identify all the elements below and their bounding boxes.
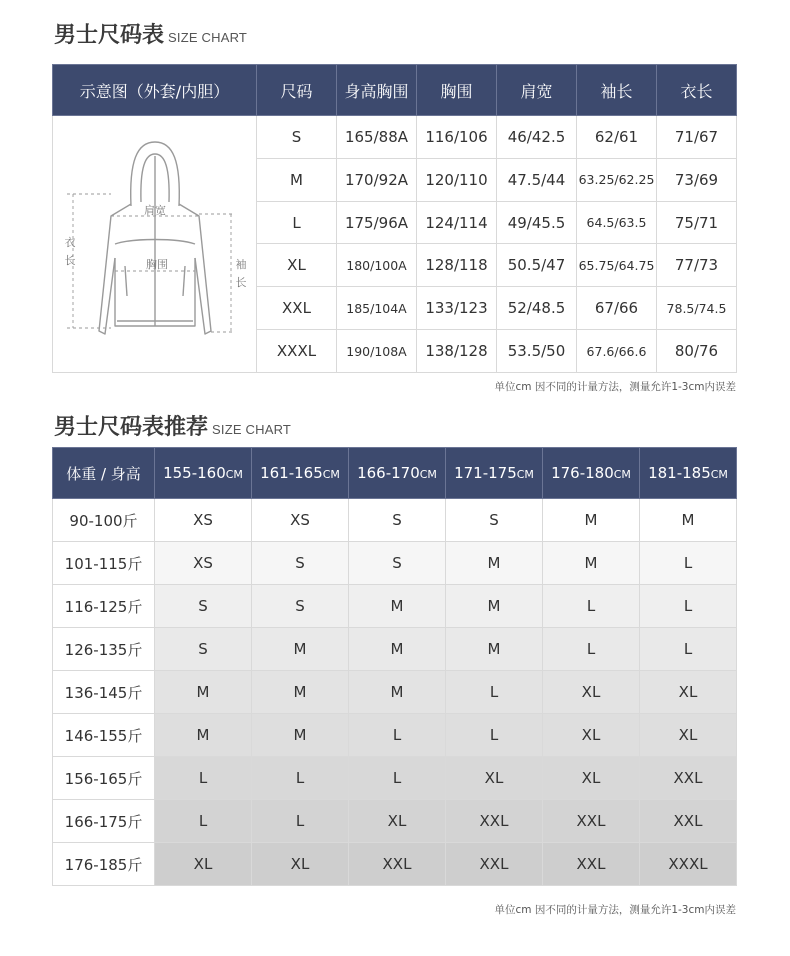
weight-range-label: 176-185斤 xyxy=(53,843,155,886)
cell-shoulder: 50.5/47 xyxy=(497,244,577,287)
recommended-size-cell: S xyxy=(446,499,543,542)
height-range-unit: CM xyxy=(613,468,631,481)
recommended-size-cell: XL xyxy=(640,671,737,714)
recommended-size-cell: XS xyxy=(252,499,349,542)
recommended-size-cell: XXL xyxy=(640,800,737,843)
recommended-size-cell: S xyxy=(349,499,446,542)
size-chart-title-en: SIZE CHART xyxy=(168,30,248,45)
size-chart-table xyxy=(52,64,737,373)
header-height-range xyxy=(446,448,543,499)
recommended-size-cell: S xyxy=(155,628,252,671)
table-row xyxy=(53,116,737,159)
recommend-chart-table xyxy=(52,447,737,886)
header-sleeve: 袖长 xyxy=(577,65,657,116)
size-chart-title xyxy=(54,18,247,49)
recommended-size-cell: L xyxy=(252,800,349,843)
recommended-size-cell: L xyxy=(155,757,252,800)
table-row xyxy=(53,628,737,671)
recommended-size-cell: M xyxy=(155,671,252,714)
recommended-size-cell: M xyxy=(543,542,640,585)
header-length: 衣长 xyxy=(657,65,737,116)
cell-length: 71/67 xyxy=(657,116,737,159)
cell-sleeve: 63.25/62.25 xyxy=(577,158,657,201)
recommended-size-cell: XL xyxy=(446,757,543,800)
recommended-size-cell: XL xyxy=(252,843,349,886)
weight-range-label: 156-165斤 xyxy=(53,757,155,800)
header-weight-height: 体重 / 身高 xyxy=(53,448,155,499)
height-range-unit: CM xyxy=(710,468,728,481)
cell-size: XXXL xyxy=(257,330,337,373)
cell-size: XL xyxy=(257,244,337,287)
cell-chest: 116/106 xyxy=(417,116,497,159)
recommended-size-cell: XXL xyxy=(349,843,446,886)
header-height-range xyxy=(543,448,640,499)
height-range-unit: CM xyxy=(322,468,340,481)
weight-range-label: 126-135斤 xyxy=(53,628,155,671)
height-range-value: 161-165 xyxy=(260,464,323,482)
size-chart-header-row xyxy=(53,65,737,116)
recommended-size-cell: M xyxy=(543,499,640,542)
cell-height-chest: 170/92A xyxy=(337,158,417,201)
recommended-size-cell: L xyxy=(446,671,543,714)
height-range-value: 181-185 xyxy=(648,464,711,482)
recommended-size-cell: L xyxy=(640,542,737,585)
cell-size: XXL xyxy=(257,287,337,330)
weight-range-label: 166-175斤 xyxy=(53,800,155,843)
cell-shoulder: 49/45.5 xyxy=(497,201,577,244)
recommended-size-cell: XS xyxy=(155,542,252,585)
recommended-size-cell: L xyxy=(543,585,640,628)
weight-range-label: 116-125斤 xyxy=(53,585,155,628)
weight-range-label: 146-155斤 xyxy=(53,714,155,757)
weight-range-label: 101-115斤 xyxy=(53,542,155,585)
recommended-size-cell: M xyxy=(446,628,543,671)
recommended-size-cell: M xyxy=(252,671,349,714)
diagram-label-chest: 胸围 xyxy=(146,258,168,271)
recommend-chart-title-en: SIZE CHART xyxy=(212,422,292,437)
recommend-chart-title-cn: 男士尺码表推荐 xyxy=(54,415,209,440)
height-range-value: 171-175 xyxy=(454,464,517,482)
header-diagram: 示意图（外套/内胆） xyxy=(53,65,257,116)
recommended-size-cell: M xyxy=(640,499,737,542)
cell-sleeve: 62/61 xyxy=(577,116,657,159)
weight-range-label: 136-145斤 xyxy=(53,671,155,714)
recommended-size-cell: XL xyxy=(640,714,737,757)
jacket-diagram xyxy=(53,116,257,373)
header-size: 尺码 xyxy=(257,65,337,116)
recommended-size-cell: XXL xyxy=(446,843,543,886)
cell-length: 78.5/74.5 xyxy=(657,287,737,330)
table-row xyxy=(53,800,737,843)
cell-height-chest: 180/100A xyxy=(337,244,417,287)
cell-shoulder: 52/48.5 xyxy=(497,287,577,330)
cell-shoulder: 47.5/44 xyxy=(497,158,577,201)
cell-height-chest: 190/108A xyxy=(337,330,417,373)
header-chest: 胸围 xyxy=(417,65,497,116)
cell-chest: 120/110 xyxy=(417,158,497,201)
table-row xyxy=(53,499,737,542)
table-row xyxy=(53,542,737,585)
diagram-label-length-1: 衣 xyxy=(64,236,76,249)
recommend-chart-header-row xyxy=(53,448,737,499)
recommended-size-cell: XXL xyxy=(640,757,737,800)
recommended-size-cell: S xyxy=(252,542,349,585)
cell-chest: 133/123 xyxy=(417,287,497,330)
diagram-label-shoulder: 肩宽 xyxy=(144,204,166,217)
height-range-value: 155-160 xyxy=(163,464,226,482)
weight-range-label: 90-100斤 xyxy=(53,499,155,542)
measurement-note: 单位cm 因不同的计量方法，测量允许1-3cm内误差 xyxy=(494,381,736,393)
cell-shoulder: 46/42.5 xyxy=(497,116,577,159)
table-row xyxy=(53,585,737,628)
recommended-size-cell: M xyxy=(349,585,446,628)
cell-length: 75/71 xyxy=(657,201,737,244)
recommended-size-cell: XXL xyxy=(543,800,640,843)
recommended-size-cell: XS xyxy=(155,499,252,542)
height-range-unit: CM xyxy=(419,468,437,481)
recommended-size-cell: XXL xyxy=(446,800,543,843)
cell-shoulder: 53.5/50 xyxy=(497,330,577,373)
table-row xyxy=(53,843,737,886)
header-height-range xyxy=(349,448,446,499)
recommended-size-cell: L xyxy=(640,628,737,671)
cell-length: 80/76 xyxy=(657,330,737,373)
measurement-note-2: 单位cm 因不同的计量方法，测量允许1-3cm内误差 xyxy=(494,904,736,916)
table-row xyxy=(53,714,737,757)
cell-sleeve: 65.75/64.75 xyxy=(577,244,657,287)
recommended-size-cell: M xyxy=(349,671,446,714)
recommended-size-cell: XXXL xyxy=(640,843,737,886)
cell-sleeve: 67.6/66.6 xyxy=(577,330,657,373)
cell-length: 73/69 xyxy=(657,158,737,201)
cell-height-chest: 165/88A xyxy=(337,116,417,159)
recommended-size-cell: L xyxy=(543,628,640,671)
recommended-size-cell: XL xyxy=(543,757,640,800)
cell-length: 77/73 xyxy=(657,244,737,287)
recommended-size-cell: L xyxy=(252,757,349,800)
recommended-size-cell: L xyxy=(155,800,252,843)
table-row xyxy=(53,671,737,714)
jacket-diagram-svg xyxy=(53,116,257,368)
recommended-size-cell: XL xyxy=(543,671,640,714)
recommended-size-cell: L xyxy=(446,714,543,757)
recommended-size-cell: M xyxy=(446,585,543,628)
header-height-range xyxy=(252,448,349,499)
height-range-value: 166-170 xyxy=(357,464,420,482)
recommended-size-cell: XL xyxy=(349,800,446,843)
header-height-range xyxy=(155,448,252,499)
recommended-size-cell: S xyxy=(155,585,252,628)
cell-height-chest: 175/96A xyxy=(337,201,417,244)
recommended-size-cell: L xyxy=(640,585,737,628)
cell-size: S xyxy=(257,116,337,159)
recommended-size-cell: M xyxy=(252,628,349,671)
recommended-size-cell: M xyxy=(349,628,446,671)
table-row xyxy=(53,757,737,800)
diagram-label-sleeve-1: 袖 xyxy=(235,258,247,271)
recommended-size-cell: XL xyxy=(155,843,252,886)
height-range-unit: CM xyxy=(225,468,243,481)
recommended-size-cell: M xyxy=(446,542,543,585)
recommended-size-cell: L xyxy=(349,714,446,757)
recommended-size-cell: M xyxy=(252,714,349,757)
header-height-chest: 身高胸围 xyxy=(337,65,417,116)
recommended-size-cell: XXL xyxy=(543,843,640,886)
diagram-label-length-2: 长 xyxy=(64,254,76,267)
recommended-size-cell: S xyxy=(252,585,349,628)
cell-size: M xyxy=(257,158,337,201)
header-shoulder: 肩宽 xyxy=(497,65,577,116)
diagram-label-sleeve-2: 长 xyxy=(235,276,247,289)
recommended-size-cell: XL xyxy=(543,714,640,757)
height-range-unit: CM xyxy=(516,468,534,481)
recommended-size-cell: S xyxy=(349,542,446,585)
cell-chest: 138/128 xyxy=(417,330,497,373)
cell-chest: 128/118 xyxy=(417,244,497,287)
recommend-chart-title xyxy=(54,410,291,441)
height-range-value: 176-180 xyxy=(551,464,614,482)
cell-sleeve: 64.5/63.5 xyxy=(577,201,657,244)
size-chart-title-cn: 男士尺码表 xyxy=(54,23,165,48)
header-height-range xyxy=(640,448,737,499)
recommended-size-cell: M xyxy=(155,714,252,757)
cell-height-chest: 185/104A xyxy=(337,287,417,330)
cell-size: L xyxy=(257,201,337,244)
cell-chest: 124/114 xyxy=(417,201,497,244)
recommended-size-cell: L xyxy=(349,757,446,800)
cell-sleeve: 67/66 xyxy=(577,287,657,330)
